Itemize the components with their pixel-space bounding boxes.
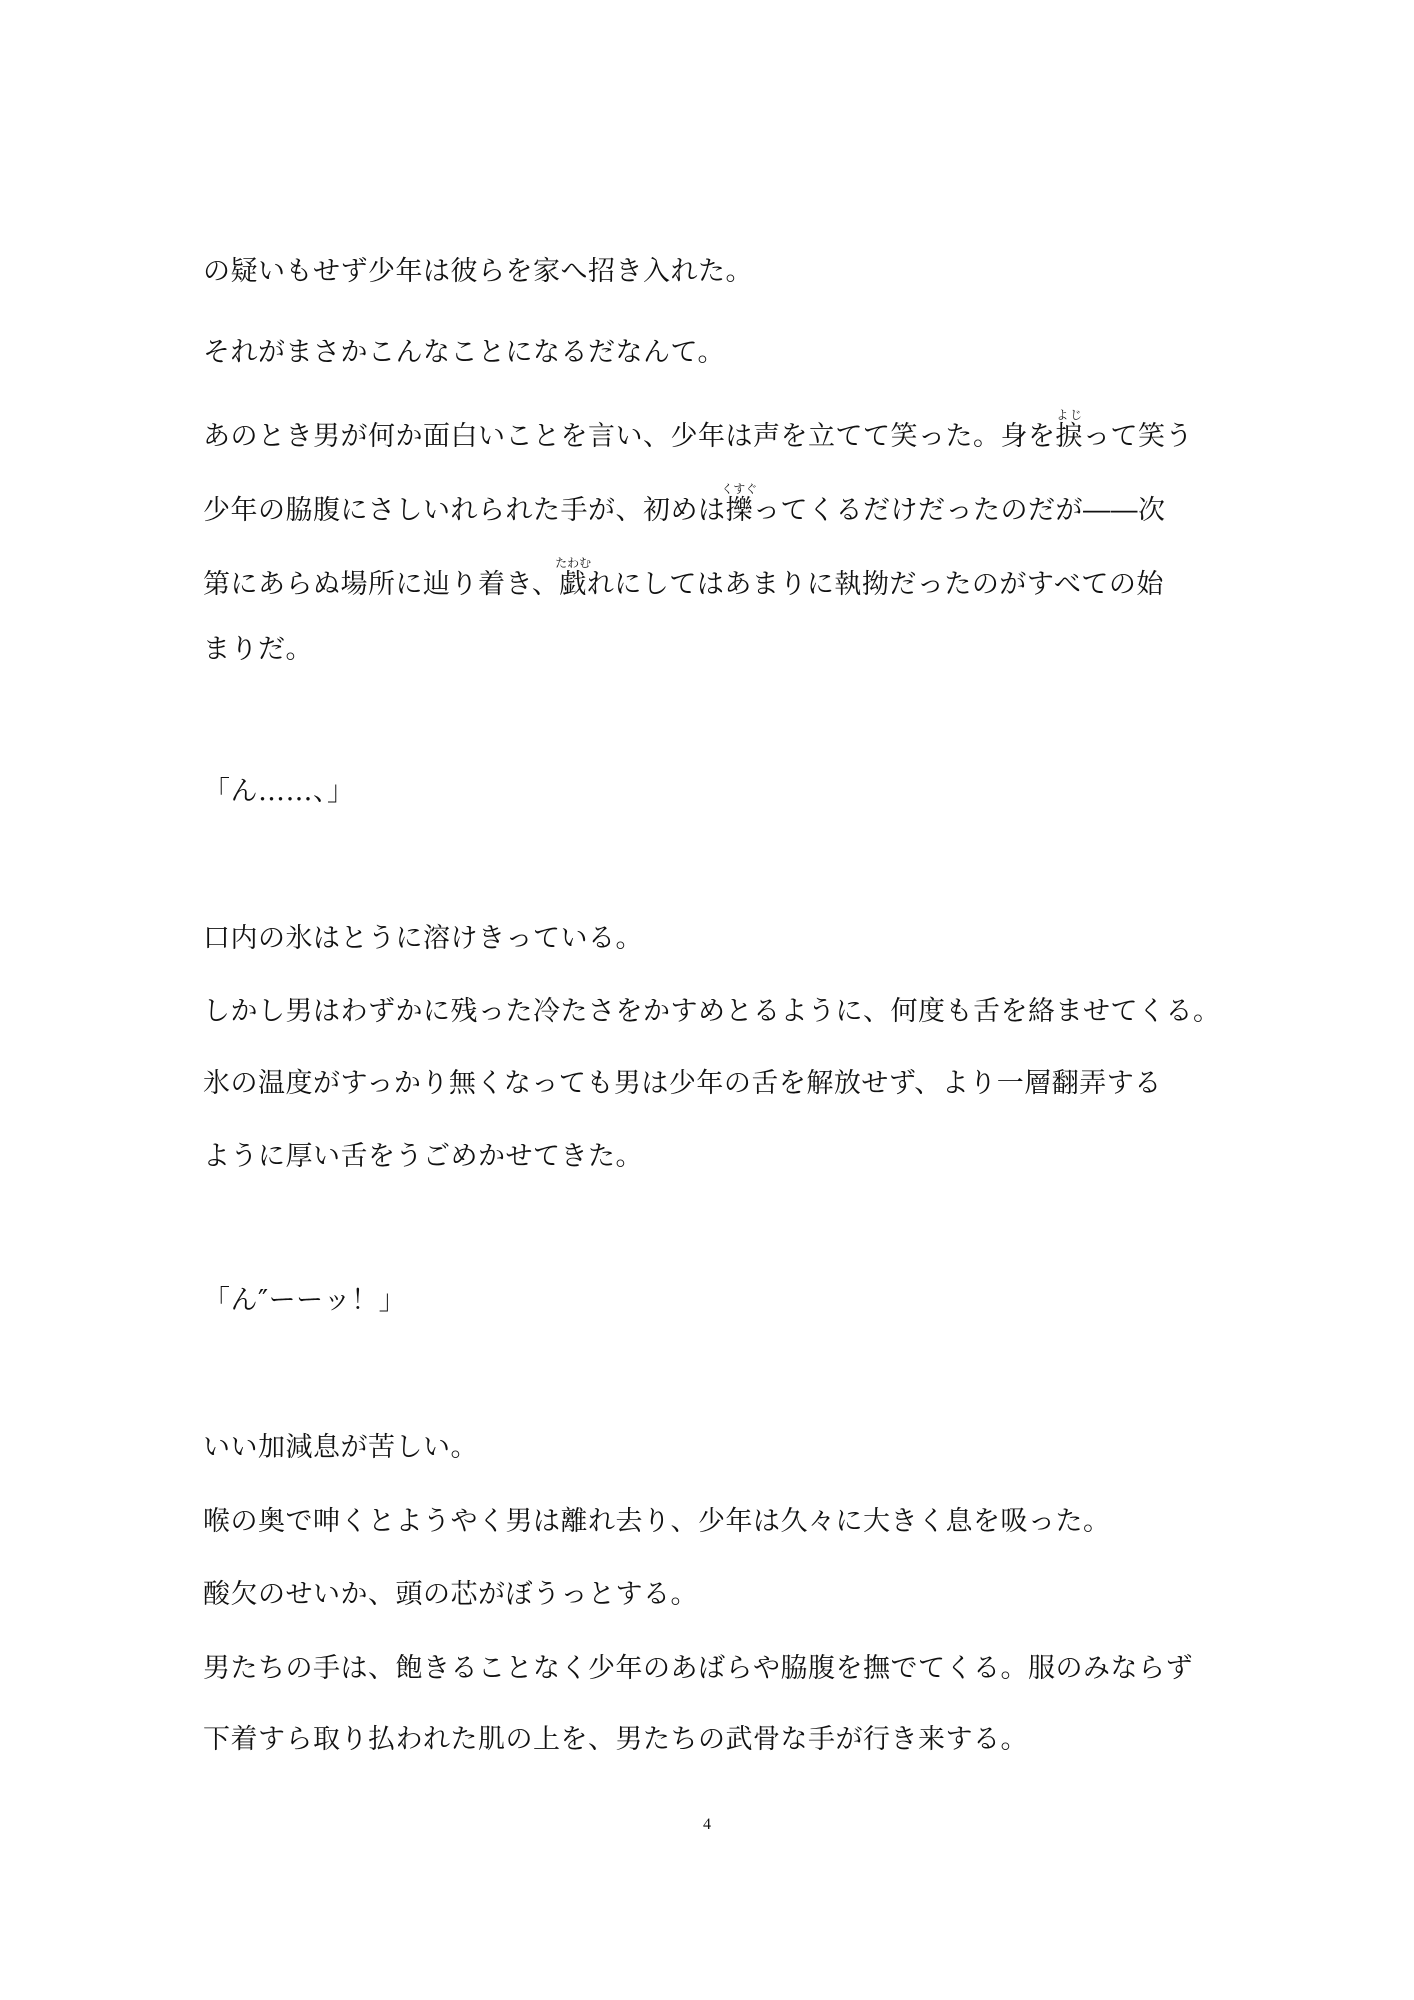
text-line: 酸欠のせいか、頭の芯がぼうっとする。 <box>203 1579 698 1610</box>
dialogue-line: 「ん″ーーッ！」 <box>203 1285 407 1316</box>
text-line: 氷の温度がすっかり無くなっても男は少年の舌を解放せず、より一層翻弄する <box>203 1068 1162 1099</box>
text-line: 喉の奥で呻くとようやく男は離れ去り、少年は久々に大きく息を吸った。 <box>203 1506 1111 1537</box>
text-line: しかし男はわずかに残った冷たさをかすめとるように、何度も舌を絡ませてくる。 <box>203 996 1221 1027</box>
text-line: ように厚い舌をうごめかせてきた。 <box>203 1141 643 1172</box>
ruby-kusugu: 擽くすぐ <box>721 482 758 526</box>
text-line: それがまさかこんなことになるだなんて。 <box>203 337 725 368</box>
text-line: 少年の脇腹にさしいれられた手が、初めは擽くすぐってくるだけだったのだが――次 <box>203 482 1166 526</box>
text-line: まりだ。 <box>203 634 313 665</box>
text-line: あのとき男が何か面白いことを言い、少年は声を立てて笑った。身を捩よじって笑う <box>203 408 1193 452</box>
dialogue-line: 「ん……、」 <box>203 776 355 807</box>
text-line: 下着すら取り払われた肌の上を、男たちの武骨な手が行き来する。 <box>203 1724 1028 1755</box>
text-line: いい加減息が苦しい。 <box>203 1432 478 1463</box>
text-line: 男たちの手は、飽きることなく少年のあばらや脇腹を撫でてくる。服のみならず <box>203 1653 1193 1684</box>
ruby-tawamu: 戯たわむ <box>555 556 592 600</box>
text-line: 口内の氷はとうに溶けきっている。 <box>203 923 643 954</box>
ruby-yoji: 捩よじ <box>1055 408 1083 452</box>
text-line: 第にあらぬ場所に辿り着き、戯たわむれにしてはあまりに執拗だったのがすべての始 <box>203 556 1164 600</box>
text-line: の疑いもせず少年は彼らを家へ招き入れた。 <box>203 256 753 287</box>
page-number: 4 <box>703 1816 711 1833</box>
